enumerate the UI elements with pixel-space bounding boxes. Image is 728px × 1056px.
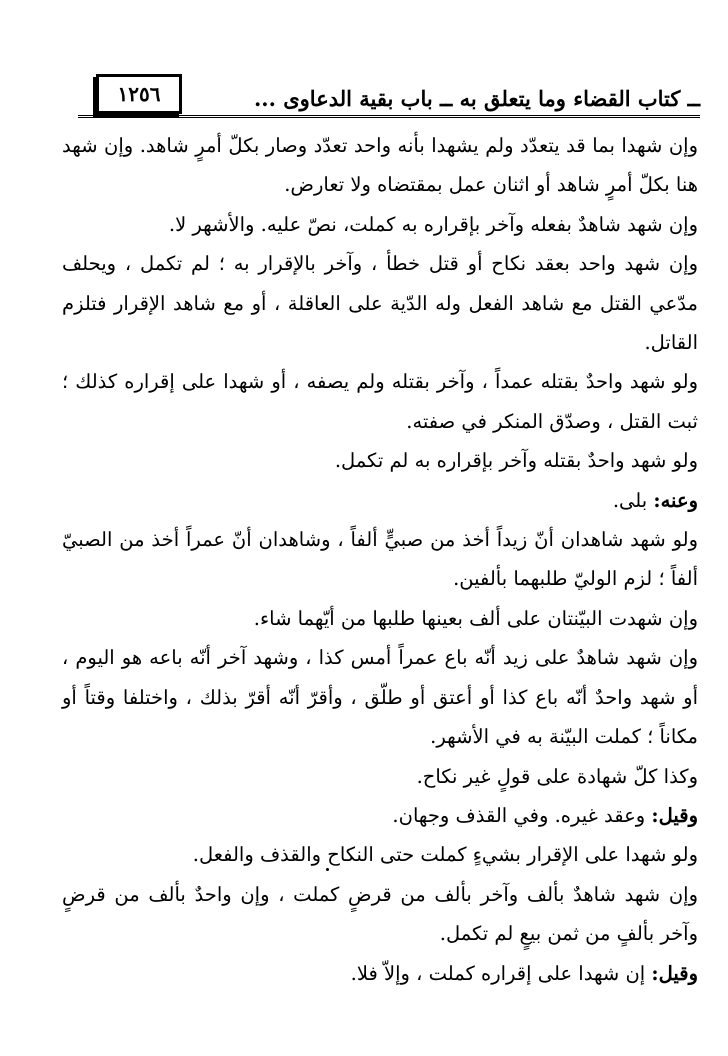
paragraph-text: ولو شهد شاهدان أنّ زيداً أخذ من صبيٍّ ألفاً ، وشاهدان أنّ عمراً أخذ من الصبيّ ألفاً ؛ لزم الوليّ طلبهما بألفين. [62, 528, 698, 591]
paragraph-text: ولو شهدا على الإقرار بشيءٍ كملت حتى النكاح والقذف والفعل. [192, 843, 698, 867]
paragraph-text: وإن شهد شاهدٌ بفعله وآخر بإقراره به كملت، نصّ عليه. والأشهر لا. [168, 212, 698, 236]
paragraph-text: ولو شهد واحدٌ بقتله عمداً ، وآخر بقتله ولم يصفه ، أو شهدا على إقراره كذلك ؛ ثبت القتل ، وصدّق المنكر في صفته. [62, 370, 698, 433]
paragraph [62, 520, 698, 599]
header-title: ــ كتاب القضاء وما يتعلق به ــ باب بقية الدعاوى ... [253, 86, 700, 111]
paragraph-text: وإن شهد واحد بعقد نكاح أو قتل خطأ ، وآخر بالإقرار به ؛ لم تكمل ، ويحلف مدّعي القتل مع شاهد الفعل وله الدّية على العاقلة ، أو مع شاهد الإقرار فتلزم القاتل. [62, 252, 698, 355]
paragraph [62, 441, 698, 480]
paragraph [62, 599, 698, 638]
stray-ink-dot [326, 868, 329, 871]
paragraph [62, 954, 698, 993]
paragraph-text: ولو شهد واحدٌ بقتله وآخر بإقراره به لم تكمل. [334, 449, 698, 473]
header-rule [78, 115, 700, 118]
page-number: ١٢٥٦ [96, 74, 182, 114]
paragraph-text: وإن شهد شاهدٌ على زيد أنّه باع عمراً أمس كذا ، وشهد آخر أنّه باعه هو اليوم ، أو شهد واحدٌ أنّه باع كذا أو أعتق أو طلّق ، وأقرّ أنّه أقرّ بذلك ، واختلفا وقتاً أو مكاناً ؛ كملت البيّنة به في الأشهر. [62, 646, 698, 749]
paragraph-text: وعقد غيره. وفي القذف وجهان. [392, 803, 652, 827]
page-body [62, 126, 698, 993]
paragraph [62, 638, 698, 756]
paragraph-text: وكذا كلّ شهادة على قولٍ غير نكاح. [416, 764, 698, 788]
paragraph [62, 481, 698, 520]
paragraph-text: وإن شهدت البيّنتان على ألف بعينها طلبها من أيّهما شاء. [253, 606, 698, 630]
paragraph [62, 126, 698, 205]
paragraph-lead: وقيل: [651, 803, 698, 827]
paragraph [62, 362, 698, 441]
paragraph [62, 796, 698, 835]
paragraph-lead: وعنه: [653, 488, 698, 512]
paragraph [62, 875, 698, 954]
running-header [78, 74, 700, 118]
paragraph-text: إن شهدا على إقراره كملت ، وإلاّ فلا. [350, 961, 652, 985]
paragraph [62, 205, 698, 244]
paragraph-lead: وقيل: [651, 961, 698, 985]
paragraph [62, 757, 698, 796]
paragraph [62, 244, 698, 362]
paragraph-text: وإن شهد شاهدٌ بألف وآخر بألف من قرضٍ كملت ، وإن واحدٌ بألف من قرضٍ وآخر بألفٍ من ثمن بيعٍ لم تكمل. [62, 882, 698, 946]
paragraph-text: وإن شهدا بما قد يتعدّد ولم يشهدا بأنه واحد تعدّد وصار بكلّ أمرٍ شاهد. وإن شهد هنا بكلّ أمرٍ شاهد أو اثنان عمل بمقتضاه ولا تعارض. [62, 134, 698, 197]
paragraph [62, 835, 698, 874]
paragraph-text: بلى. [612, 488, 654, 512]
